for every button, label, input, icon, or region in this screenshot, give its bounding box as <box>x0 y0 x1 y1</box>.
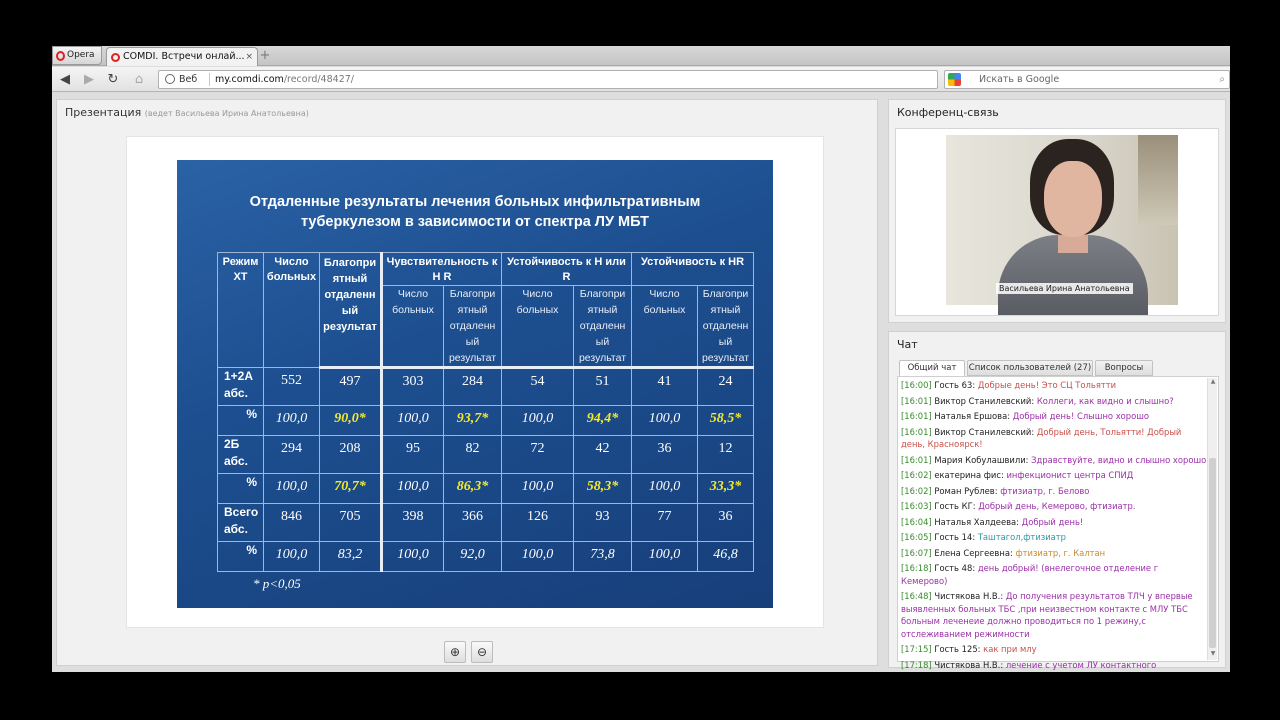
subheader-favorable: Благопри ятный отдаленн ый результат <box>698 286 754 368</box>
message-text: Добрый день, Кемерово, фтизиатр. <box>978 501 1136 511</box>
message-time: [16:00] <box>901 380 932 390</box>
table-cell: 33,3* <box>698 474 754 504</box>
tab-bar <box>52 46 1230 66</box>
message-text: Добрые день! Это СЦ Тольятти <box>977 380 1117 390</box>
message-time: [16:03] <box>901 501 932 511</box>
table-cell: 100,0 <box>632 542 698 572</box>
message-user: Мария Кобулашвили: <box>934 454 1029 465</box>
message-user: Елена Сергеевна: <box>934 547 1013 558</box>
message-text: фтизиатр, г. Белово <box>1000 485 1090 496</box>
message-text: как при млу <box>983 644 1037 654</box>
chat-message <box>901 531 1207 544</box>
message-user: Гость 14: <box>934 532 976 542</box>
table-cell: 54 <box>502 368 574 406</box>
table-cell: 94,4* <box>574 406 632 436</box>
back-button[interactable]: ◀ <box>60 72 70 87</box>
table-cell: 100,0 <box>502 542 574 572</box>
table-cell: 100,0 <box>264 406 320 436</box>
message-time: [16:01] <box>901 454 932 465</box>
message-text: Добрый день, Тольятти! Добрый день, Красноярск! <box>901 426 1182 449</box>
globe-icon <box>165 74 175 84</box>
table-cell: 70,7* <box>320 474 382 504</box>
page-content <box>52 93 1230 672</box>
message-text: До получения результатов ТЛЧ у впервые выявленных больных ТБС ,при неизвестном контакте с МЛУ ТБС больным леченеие должно проводиться по 1 режину,с отслеживанием режимности <box>901 591 1193 639</box>
presentation-panel <box>56 99 878 666</box>
message-user: Гость КГ: <box>934 501 976 511</box>
message-user: Гость 125: <box>934 644 981 654</box>
table-cell: 100,0 <box>502 406 574 436</box>
table-cell: 846 <box>264 504 320 542</box>
opera-label: Opera <box>67 50 95 60</box>
chat-message <box>901 500 1207 513</box>
message-time: [16:01] <box>901 411 932 421</box>
search-icon[interactable]: ⌕ <box>1219 74 1225 85</box>
chat-message <box>901 395 1207 408</box>
url-text <box>215 71 354 88</box>
message-user: Чистякова Н.В.: <box>934 591 1004 601</box>
subheader-count: Число больных <box>382 286 444 368</box>
table-cell: 73,8 <box>574 542 632 572</box>
address-toolbar <box>52 67 1230 92</box>
chat-message <box>901 659 1207 672</box>
table-cell: 82 <box>444 436 502 474</box>
tab-questions[interactable]: Вопросы <box>1095 360 1153 376</box>
chat-message <box>901 454 1207 467</box>
table-cell: 552 <box>264 368 320 406</box>
table-cell: 92,0 <box>444 542 502 572</box>
chat-message <box>901 426 1207 451</box>
message-time: [16:02] <box>901 470 932 480</box>
chat-message-list <box>901 379 1207 674</box>
chat-scrollbar[interactable] <box>1207 378 1217 660</box>
presentation-presenter: (ведет Васильева Ирина Анатольевна) <box>144 109 309 118</box>
chat-message <box>901 516 1207 529</box>
slide <box>177 160 773 608</box>
table-cell: 86,3* <box>444 474 502 504</box>
table-cell: 284 <box>444 368 502 406</box>
site-info-button[interactable] <box>165 71 197 88</box>
table-cell: 100,0 <box>264 474 320 504</box>
results-table <box>217 252 754 572</box>
table-cell: 90,0* <box>320 406 382 436</box>
chat-message <box>901 643 1207 656</box>
message-user: Гость 63: <box>934 380 976 390</box>
table-cell: 95 <box>382 436 444 474</box>
slide-footnote: * p<0,05 <box>253 576 301 591</box>
home-button[interactable]: ⌂ <box>134 72 144 87</box>
message-text: Добрый день! Слышно хорошо <box>1012 411 1150 421</box>
table-cell: 77 <box>632 504 698 542</box>
message-time: [17:15] <box>901 644 932 654</box>
url-separator <box>209 73 210 86</box>
header-regime: Режим ХТ <box>218 253 264 368</box>
table-cell: 93 <box>574 504 632 542</box>
table-cell: 72 <box>502 436 574 474</box>
message-time: [16:02] <box>901 485 932 496</box>
slide-title-line1: Отдаленные результаты лечения больных инфильтративным <box>249 194 701 210</box>
table-cell: 294 <box>264 436 320 474</box>
conference-title: Конференц-связь <box>897 106 999 119</box>
table-cell: 126 <box>502 504 574 542</box>
speaker-name-caption: Васильева Ирина Анатольевна <box>996 283 1133 294</box>
address-field[interactable] <box>158 70 938 89</box>
zoom-in-button[interactable]: ⊕ <box>444 641 466 663</box>
row-label: % <box>218 474 264 504</box>
row-label: % <box>218 406 264 436</box>
table-cell: 58,5* <box>698 406 754 436</box>
header-resistant-hr: Устойчивость к HR <box>632 253 754 286</box>
slide-title <box>177 192 773 232</box>
header-resistant-h-or-r: Устойчивость к Н или R <box>502 253 632 286</box>
header-count: Число больных <box>264 253 320 368</box>
chat-message <box>901 379 1207 392</box>
message-user: екатерина фис: <box>934 470 1004 480</box>
scroll-up-icon[interactable]: ▲ <box>1210 378 1216 385</box>
chat-message <box>901 410 1207 423</box>
tab-title: COMDI. Встречи онлай... <box>123 51 245 62</box>
url-scheme-label: Веб <box>179 74 198 85</box>
message-time: [16:05] <box>901 532 932 542</box>
message-text: Добрый день! <box>1021 516 1084 527</box>
chat-message <box>901 547 1207 560</box>
message-time: [16:01] <box>901 426 932 437</box>
subheader-count: Число больных <box>632 286 698 368</box>
table-row <box>218 542 754 572</box>
table-cell: 303 <box>382 368 444 406</box>
tab-general-chat[interactable]: Общий чат <box>899 360 965 376</box>
presentation-title-text: Презентация <box>65 106 142 119</box>
message-time: [16:01] <box>901 395 932 406</box>
table-cell: 100,0 <box>264 542 320 572</box>
message-time: [16:07] <box>901 547 932 558</box>
chat-message <box>901 485 1207 498</box>
subheader-favorable: Благопри ятный отдаленн ый результат <box>444 286 502 368</box>
message-user: Чистякова Н.В.: <box>934 659 1004 670</box>
table-cell: 366 <box>444 504 502 542</box>
table-cell: 24 <box>698 368 754 406</box>
table-row <box>218 474 754 504</box>
table-cell: 398 <box>382 504 444 542</box>
speaker-video[interactable] <box>946 135 1178 305</box>
message-time: [17:18] <box>901 659 932 670</box>
table-row <box>218 406 754 436</box>
table-row <box>218 436 754 474</box>
message-time: [16:18] <box>901 563 932 573</box>
opera-favicon-icon <box>111 53 120 62</box>
row-label: Всего абс. <box>218 504 264 542</box>
message-user: Виктор Станилевский: <box>934 426 1035 437</box>
opera-logo-icon <box>56 51 65 61</box>
message-text: лечение с учетом ЛУ контактного <box>1005 659 1157 670</box>
message-text: инфекционист центра СПИД <box>1006 470 1134 480</box>
message-user: Наталья Ершова: <box>934 411 1011 421</box>
message-text: Коллеги, как видно и слышно? <box>1036 395 1174 406</box>
row-label: 2Б абс. <box>218 436 264 474</box>
table-cell: 51 <box>574 368 632 406</box>
table-cell: 42 <box>574 436 632 474</box>
table-cell: 46,8 <box>698 542 754 572</box>
search-placeholder: Искать в Google <box>979 74 1060 85</box>
table-cell: 12 <box>698 436 754 474</box>
table-cell: 208 <box>320 436 382 474</box>
subheader-favorable: Благопри ятный отдаленн ый результат <box>574 286 632 368</box>
table-cell: 100,0 <box>382 406 444 436</box>
message-user: Гость 48: <box>934 563 976 573</box>
message-user: Виктор Станилевский: <box>934 395 1035 406</box>
message-user: Роман Рублев: <box>934 485 998 496</box>
row-label: % <box>218 542 264 572</box>
conference-panel <box>888 99 1226 323</box>
message-text: Здравствуйте, видно и слышно хорошо <box>1031 454 1207 465</box>
slide-title-line2: туберкулезом в зависимости от спектра ЛУ МБТ <box>300 214 650 230</box>
new-tab-button[interactable]: + <box>259 48 271 63</box>
chat-message <box>901 562 1207 587</box>
opera-menu-button[interactable] <box>52 46 102 65</box>
reload-button[interactable]: ↻ <box>107 72 119 87</box>
chat-message <box>901 469 1207 482</box>
presentation-title <box>65 106 309 119</box>
table-cell: 705 <box>320 504 382 542</box>
url-host: my.comdi.com <box>215 74 284 85</box>
table-cell: 36 <box>698 504 754 542</box>
table-row <box>218 504 754 542</box>
chat-panel <box>888 331 1226 668</box>
table-cell: 100,0 <box>632 406 698 436</box>
header-favorable: Благопри ятный отдаленн ый результат <box>320 253 382 368</box>
video-container <box>895 128 1219 316</box>
google-icon[interactable] <box>948 73 961 86</box>
zoom-out-button[interactable]: ⊖ <box>471 641 493 663</box>
search-field[interactable] <box>944 70 1230 89</box>
table-cell: 93,7* <box>444 406 502 436</box>
row-label: 1+2А абс. <box>218 368 264 406</box>
table-cell: 100,0 <box>382 542 444 572</box>
table-row <box>218 368 754 406</box>
table-cell: 497 <box>320 368 382 406</box>
table-cell: 83,2 <box>320 542 382 572</box>
table-cell: 100,0 <box>502 474 574 504</box>
chat-message <box>901 590 1207 640</box>
table-cell: 58,3* <box>574 474 632 504</box>
browser-window <box>52 46 1230 672</box>
chat-title: Чат <box>897 338 918 351</box>
header-sensitive: Чувствительность к Н R <box>382 253 502 286</box>
tab-user-list[interactable]: Список пользователей (27) <box>967 360 1093 376</box>
forward-button[interactable]: ▶ <box>84 72 94 87</box>
table-body <box>218 368 754 572</box>
scroll-down-icon[interactable]: ▼ <box>1210 650 1216 657</box>
speaker-face <box>1044 161 1102 237</box>
chat-messages-area[interactable] <box>897 376 1219 670</box>
video-background <box>1138 135 1178 225</box>
message-time: [16:04] <box>901 516 932 527</box>
message-time: [16:48] <box>901 591 932 601</box>
subheader-count: Число больных <box>502 286 574 368</box>
message-text: фтизиатр, г. Калтан <box>1015 547 1106 558</box>
message-text: Таштагол,фтизиатр <box>977 532 1066 542</box>
table-cell: 100,0 <box>382 474 444 504</box>
table-cell: 41 <box>632 368 698 406</box>
tab-close-icon[interactable]: × <box>245 52 253 62</box>
message-user: Наталья Халдеева: <box>934 516 1019 527</box>
message-text: день добрый! (внелегочное отделение г Кемерово) <box>901 563 1159 586</box>
scrollbar-thumb[interactable] <box>1209 458 1216 648</box>
table-cell: 100,0 <box>632 474 698 504</box>
browser-tab[interactable] <box>106 47 258 66</box>
url-path: /record/48427/ <box>283 74 354 85</box>
table-cell: 36 <box>632 436 698 474</box>
